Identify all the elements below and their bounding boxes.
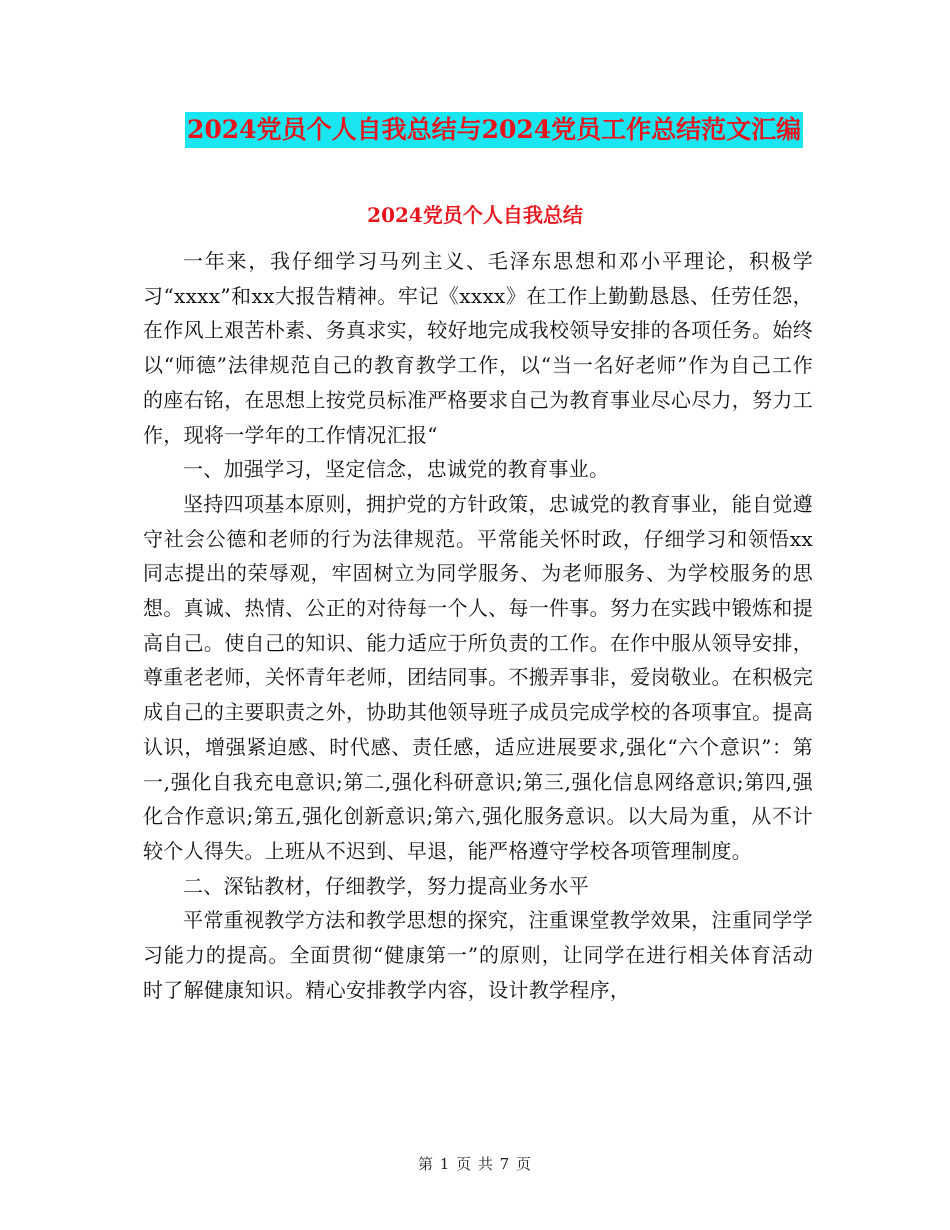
paragraph-section-1: 坚持四项基本原则，拥护党的方针政策，忠诚党的教育事业，能自觉遵守社会公德和老师的行为法律规范。平常能关怀时政，仔细学习和领悟xx同志提出的荣辱观，牢固树立为同学服务、为老师服务、为学校服务的思想。真诚、热情、公正的对待每一个人、每一件事。努力在实践中锻炼和提高自己。使自己的知识、能力适应于所负责的工作。在作中服从领导安排，尊重老老师，关怀青年老师，团结同事。不搬弄事非，爱岗敬业。在积极完成自己的主要职责之外，协助其他领导班子成员完成学校的各项事宜。提高认识，增强紧迫感、时代感、责任感，适应进展要求,强化“六个意识”：第一,强化自我充电意识;第二,强化科研意识;第三,强化信息网络意识;第四,强化合作意识;第五,强化创新意识;第六,强化服务意识。以大局为重，从不计较个人得失。上班从不迟到、早退，能严格遵守学校各项管理制度。 [143, 491, 813, 863]
heading-section-1: 一、加强学习，坚定信念，忠诚党的教育事业。 [183, 457, 610, 482]
document-body [143, 244, 813, 1007]
section-title: 2024党员个人自我总结 [367, 203, 583, 227]
paragraph-section-2: 平常重视教学方法和教学思想的探究，注重课堂教学效果，注重同学学习能力的提高。全面贯彻“健康第一”的原则，让同学在进行相关体育活动时了解健康知识。精心安排教学内容，设计教学程序， [143, 908, 813, 1002]
document-title: 2024党员个人自我总结与2024党员工作总结范文汇编 [185, 112, 803, 148]
page-number-footer: 第 1 页 共 7 页 [418, 1155, 532, 1173]
paragraph-intro: 一年来，我仔细学习马列主义、毛泽东思想和邓小平理论，积极学习“xxxx”和xx大报告精神。牢记《xxxx》在工作上勤勤恳恳、任劳任怨，在作风上艰苦朴素、务真求实，较好地完成我校领导安排的各项任务。始终以“师德”法律规范自己的教育教学工作，以“当一名好老师”作为自己工作的座右铭，在思想上按党员标准严格要求自己为教育事业尽心尽力，努力工作，现将一学年的工作情况汇报“ [143, 249, 813, 447]
heading-section-2: 二、深钻教材，仔细教学，努力提高业务水平 [183, 873, 589, 898]
